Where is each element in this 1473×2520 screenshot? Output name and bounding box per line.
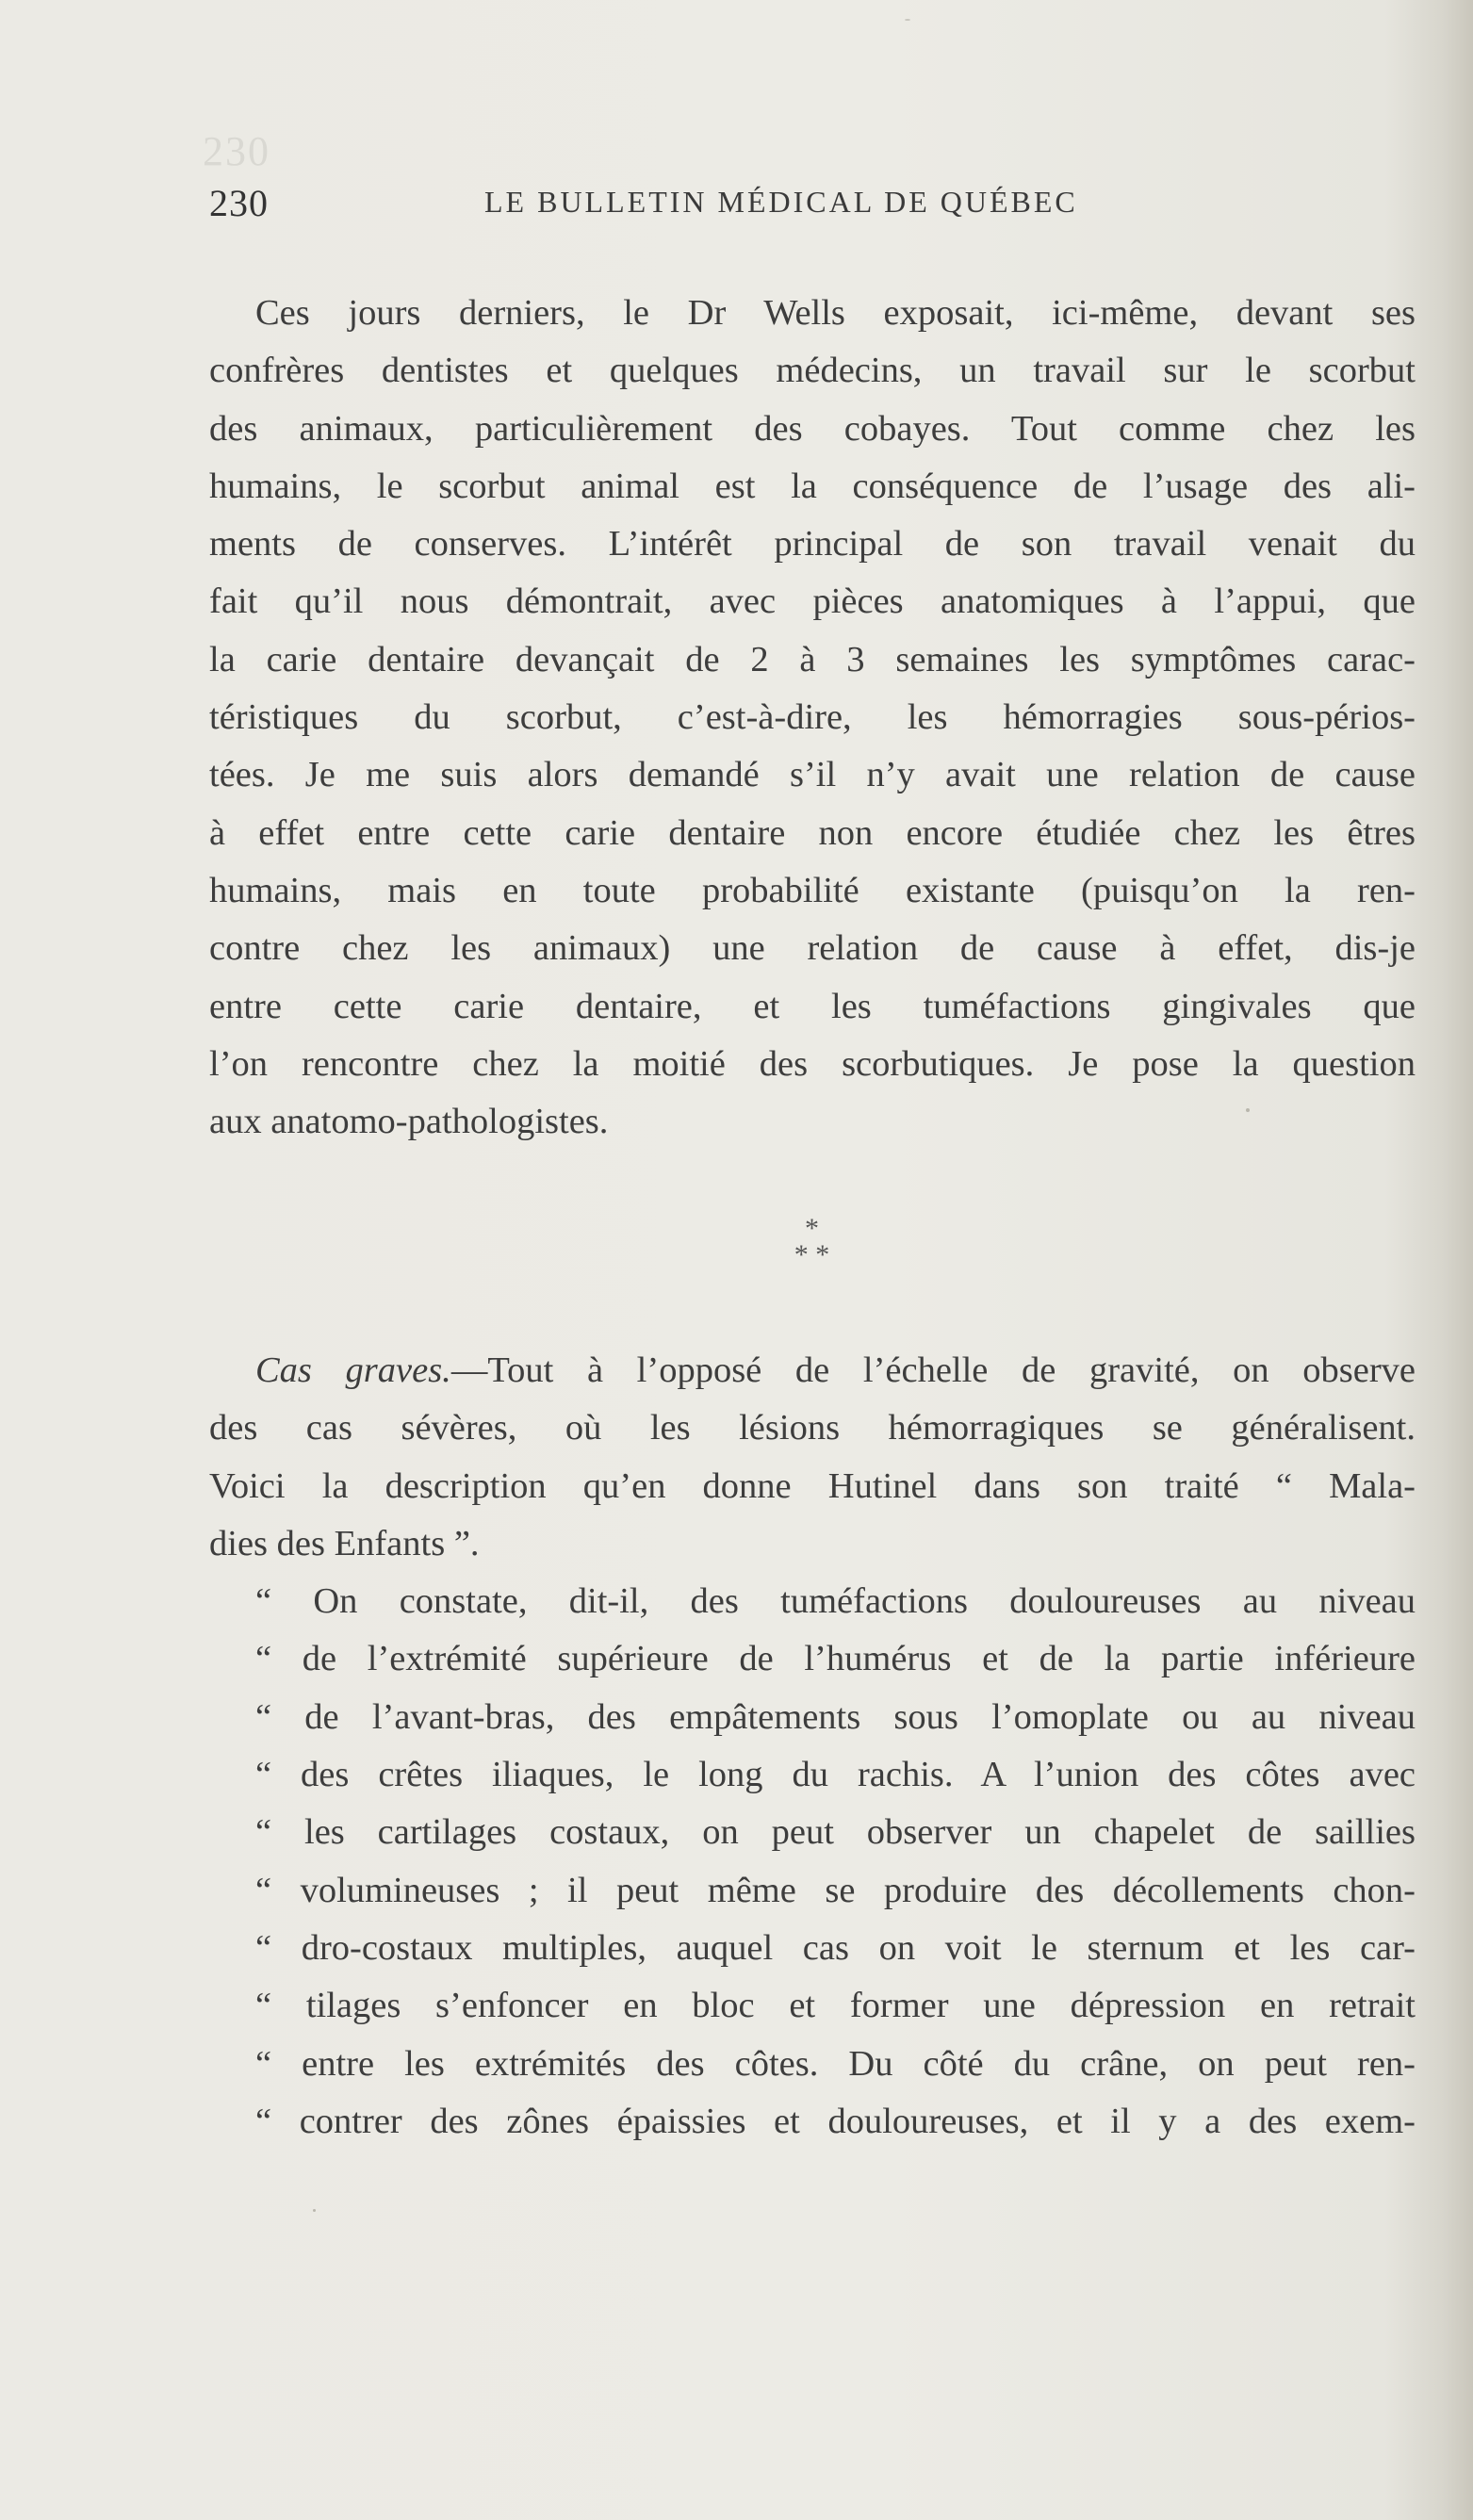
text-line: confrères dentistes et quelques médecins, un travail sur le scorbut — [209, 351, 1416, 391]
text-line: aux anatomo-pathologistes. — [209, 1102, 609, 1142]
quote-line: “ contrer des zônes épaissies et douloureuses, et il y a des exem- — [255, 2101, 1416, 2141]
section-heading-cas-graves: Cas graves. — [255, 1350, 451, 1390]
text-line: téristiques du scorbut, c’est-à-dire, les hémorragies sous-périos- — [209, 697, 1416, 738]
asterism-bottom: * * — [794, 1239, 830, 1270]
paper-speck — [1246, 1108, 1250, 1112]
asterism-top: * — [805, 1213, 819, 1244]
quote-line: “ des crêtes iliaques, le long du rachis. A l’union des côtes avec — [255, 1755, 1416, 1795]
paper-speck — [313, 2209, 316, 2212]
text-line: tées. Je me suis alors demandé s’il n’y avait une relation de cause — [209, 755, 1416, 795]
paragraph-scurvy-dental-caries — [209, 285, 1416, 1151]
asterism-separator — [0, 1213, 1473, 1270]
text-line: fait qu’il nous démontrait, avec pièces anatomiques à l’appui, que — [209, 581, 1416, 622]
quote-line: “ de l’extrémité supérieure de l’humérus et de la partie inférieure — [255, 1639, 1416, 1679]
section-cas-graves — [209, 1342, 1416, 2151]
text-span: —Tout à l’opposé de l’échelle de gravité, on observe — [450, 1350, 1416, 1390]
quote-line: “ de l’avant-bras, des empâtements sous l’omoplate ou au niveau — [255, 1696, 1416, 1737]
text-line: la carie dentaire devançait de 2 à 3 semaines les symptômes carac- — [209, 639, 1416, 679]
text-line: ments de conserves. L’intérêt principal de son travail venait du — [209, 524, 1416, 565]
text-line: des cas sévères, où les lésions hémorragiques se généralisent. — [209, 1408, 1416, 1448]
text-line: entre cette carie dentaire, et les tuméfactions gingivales que — [209, 986, 1416, 1026]
text-line: à effet entre cette carie dentaire non encore étudiée chez les êtres — [209, 812, 1416, 853]
running-title: LE BULLETIN MÉDICAL DE QUÉBEC — [484, 185, 1078, 219]
text-line: humains, le scorbut animal est la conséquence de l’usage des ali- — [209, 466, 1416, 506]
quote-line: “ dro-costaux multiples, auquel cas on voit le sternum et les car- — [255, 1927, 1416, 1968]
text-line: Ces jours derniers, le Dr Wells exposait, ici-même, devant ses — [255, 293, 1416, 333]
page-number: 230 — [209, 182, 269, 224]
quote-line: “ On constate, dit-il, des tuméfactions douloureuses au niveau — [255, 1581, 1416, 1622]
quote-line: “ tilages s’enfoncer en bloc et former une dépression en retrait — [255, 1986, 1416, 2026]
text-line: contre chez les animaux) une relation de cause à effet, dis-je — [209, 928, 1416, 969]
faint-bleedthrough-number: 230 — [203, 128, 270, 174]
page-header — [209, 181, 1147, 228]
text-line: des animaux, particulièrement des cobayes. Tout comme chez les — [209, 408, 1416, 449]
quote-line: “ entre les extrémités des côtes. Du côté du crâne, on peut ren- — [255, 2043, 1416, 2084]
text-line: l’on rencontre chez la moitié des scorbutiques. Je pose la question — [209, 1043, 1416, 1084]
quote-line: “ les cartilages costaux, on peut observer un chapelet de saillies — [255, 1812, 1416, 1853]
text-line: humains, mais en toute probabilité existante (puisqu’on la ren- — [209, 870, 1416, 910]
text-line: dies des Enfants ”. — [209, 1523, 480, 1563]
text-line — [209, 1342, 1416, 1399]
text-line: Voici la description qu’en donne Hutinel dans son traité “ Mala- — [209, 1465, 1416, 1506]
quote-line: “ volumineuses ; il peut même se produire des décollements chon- — [255, 1870, 1416, 1910]
paper-speck — [905, 19, 910, 21]
